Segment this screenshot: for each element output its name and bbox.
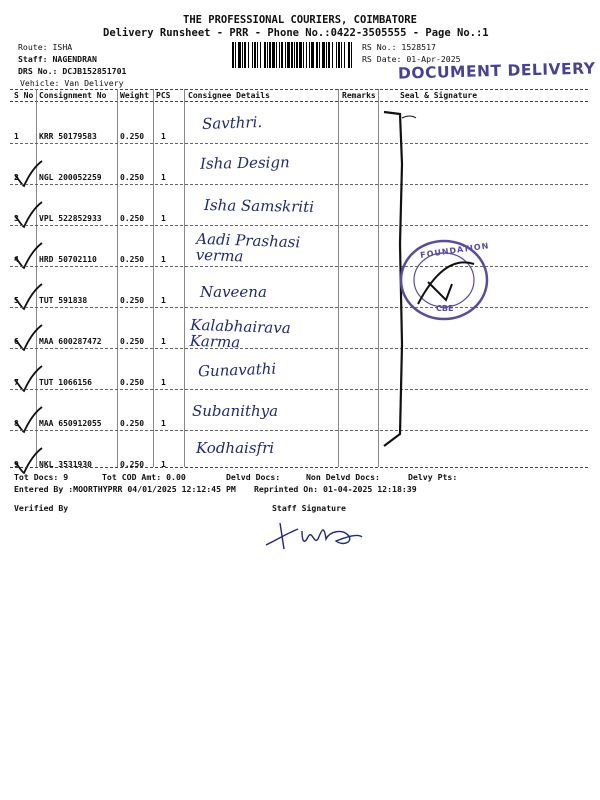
row-pcs: 1 [161, 337, 166, 346]
col-divider [117, 89, 118, 467]
row-pcs: 1 [161, 132, 166, 141]
row-weight: 0.250 [120, 173, 145, 182]
row-consignee-handwritten: Isha Samskriti [203, 196, 315, 216]
row-pcs: 1 [161, 419, 166, 428]
row-consignment-number: TUT 1066156 [39, 378, 92, 387]
row-weight: 0.250 [120, 214, 145, 223]
reprinted-on: Reprinted On: 01-04-2025 12:18:39 [254, 484, 417, 494]
barcode [232, 42, 355, 68]
vehicle-label: Vehicle: Van Delivery [20, 78, 124, 88]
row-weight: 0.250 [120, 255, 145, 264]
row-separator [10, 266, 588, 267]
row-serial-number: 3 [14, 214, 19, 223]
total-docs: Tot Docs: 9 [14, 472, 69, 482]
table-header-rule [10, 101, 588, 102]
entered-by: Entered By :MOORTHYPRR 04/01/2025 12:12:45 PM [14, 484, 236, 494]
row-pcs: 1 [161, 255, 166, 264]
staff-signature [258, 515, 368, 555]
row-serial-number: 4 [14, 255, 19, 264]
row-consignee-handwritten: Subanithya [192, 402, 279, 420]
col-header-pcs: PCS [156, 91, 171, 100]
row-consignment-number: KRR 50179583 [39, 132, 97, 141]
row-pcs: 1 [161, 296, 166, 305]
document-delivery-stamp: DOCUMENT DELIVERY [397, 59, 596, 83]
row-consignee-handwritten: Kodhaisfri [196, 439, 275, 457]
row-weight: 0.250 [120, 460, 145, 469]
row-consignment-number: TUT 591838 [39, 296, 88, 305]
row-serial-number: 2 [14, 173, 19, 182]
row-consignee-handwritten: Isha Design [199, 153, 290, 173]
col-header-seal: Seal & Signature [400, 91, 478, 100]
row-serial-number: 9 [14, 460, 19, 469]
row-separator [10, 143, 588, 144]
row-weight: 0.250 [120, 419, 145, 428]
total-cod-amount: Tot COD Amt: 0.00 [102, 472, 186, 482]
col-header-sno: S No [14, 91, 34, 100]
row-separator [10, 430, 588, 431]
col-divider [153, 89, 154, 467]
rs-date: RS Date: 01-Apr-2025 [362, 54, 461, 64]
barcode-bar [352, 42, 353, 68]
row-pcs: 1 [161, 173, 166, 182]
staff-signature-label: Staff Signature [272, 503, 346, 513]
row-consignee-handwritten: Kalabhairava Karma [189, 315, 292, 352]
row-weight: 0.250 [120, 132, 145, 141]
row-pcs: 1 [161, 378, 166, 387]
col-header-remarks: Remarks [342, 91, 376, 100]
round-stamp-top-text: FOUNDATION [419, 241, 490, 260]
col-header-weight: Weight [120, 91, 149, 100]
col-divider [184, 89, 185, 467]
row-separator [10, 348, 588, 349]
row-separator [10, 307, 588, 308]
row-serial-number: 5 [14, 296, 19, 305]
route-label: Route: ISHA [18, 42, 73, 52]
row-consignee-handwritten: Naveena [200, 283, 267, 301]
table-top-rule [10, 89, 588, 90]
row-consignment-number: NGL 200052259 [39, 173, 102, 182]
row-consignment-number: MAA 600287472 [39, 337, 102, 346]
row-consignee-handwritten: Gunavathi [197, 359, 277, 381]
col-divider [338, 89, 339, 467]
row-separator [10, 225, 588, 226]
company-title: THE PROFESSIONAL COURIERS, COIMBATORE [183, 14, 417, 26]
staff-label: Staff: NAGENDRAN [18, 54, 97, 64]
table-bottom-rule [10, 467, 588, 468]
row-weight: 0.250 [120, 337, 145, 346]
row-pcs: 1 [161, 214, 166, 223]
row-weight: 0.250 [120, 296, 145, 305]
row-separator [10, 389, 588, 390]
foundation-round-stamp [398, 238, 490, 322]
row-serial-number: 8 [14, 419, 19, 428]
round-stamp-bottom-text: CBE [436, 304, 454, 313]
col-header-consignment: Consignment No [39, 91, 107, 100]
row-separator [10, 184, 588, 185]
row-serial-number: 7 [14, 378, 19, 387]
row-consignee-handwritten: Aadi Prashasi verma [195, 229, 301, 266]
non-delivered-docs: Non Delvd Docs: [306, 472, 380, 482]
verified-by: Verified By [14, 503, 69, 513]
row-consignment-number: HRD 50702110 [39, 255, 97, 264]
drs-number: DRS No.: DCJB152851701 [18, 66, 127, 76]
col-header-consignee: Consignee Details [188, 91, 270, 100]
row-pcs: 1 [161, 460, 166, 469]
row-consignee-handwritten: Savthri. [201, 112, 263, 134]
row-consignment-number: NKL 3531930 [39, 460, 92, 469]
runsheet-subtitle: Delivery Runsheet - PRR - Phone No.:0422-3505555 - Page No.:1 [103, 27, 489, 39]
row-serial-number: 1 [14, 132, 19, 141]
row-serial-number: 6 [14, 337, 19, 346]
row-consignment-number: VPL 522852933 [39, 214, 102, 223]
row-weight: 0.250 [120, 378, 145, 387]
delivered-docs: Delvd Docs: [226, 472, 281, 482]
delivery-points: Delvy Pts: [408, 472, 458, 482]
row-consignment-number: MAA 650912055 [39, 419, 102, 428]
rs-number: RS No.: 1528517 [362, 42, 436, 52]
